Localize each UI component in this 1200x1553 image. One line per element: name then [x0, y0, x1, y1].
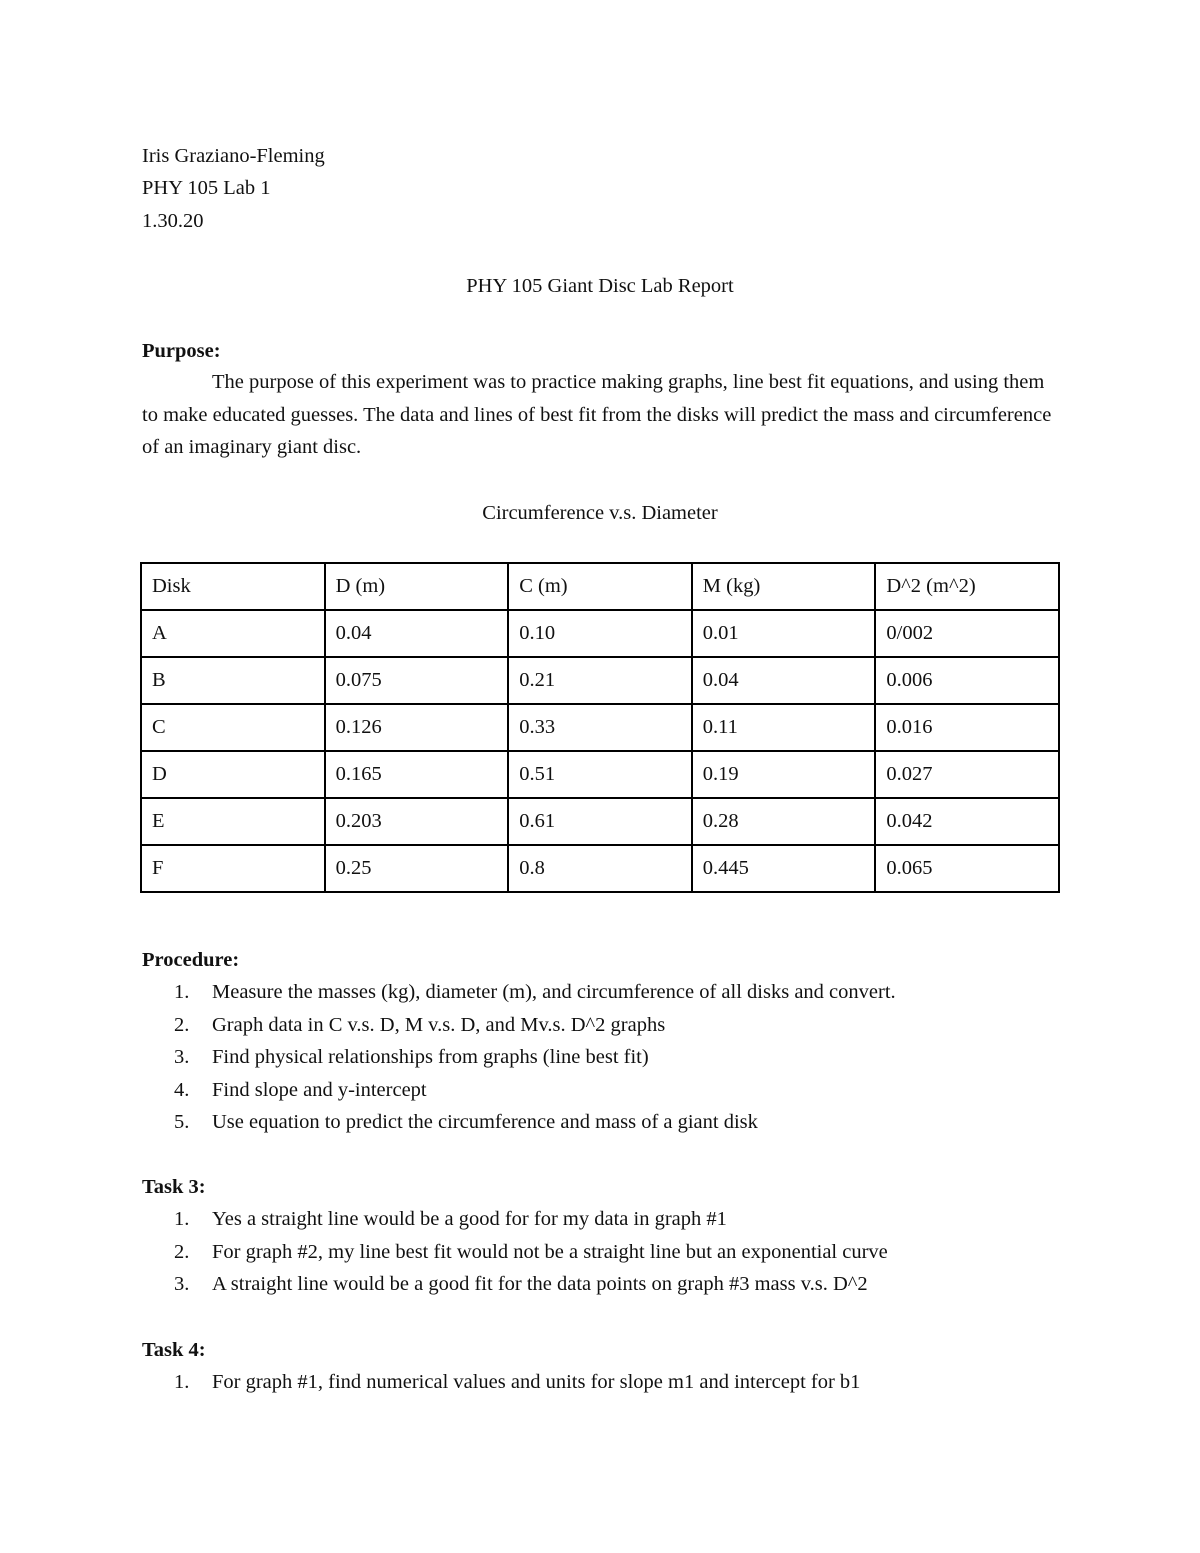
- list-item: [142, 1236, 888, 1269]
- table-cell: 0.51: [508, 751, 692, 798]
- procedure-heading: Procedure:: [142, 949, 240, 971]
- table-cell: 0.01: [692, 610, 876, 657]
- report-date: 1.30.20: [142, 210, 204, 232]
- list-item: [142, 1268, 888, 1301]
- course-label: PHY 105 Lab 1: [142, 177, 271, 199]
- list-number: 1.: [174, 1208, 190, 1230]
- table-cell: 0.126: [325, 704, 509, 751]
- table-cell: F: [141, 845, 325, 892]
- list-number: 1.: [174, 1371, 190, 1393]
- table-cell: 0.027: [875, 751, 1059, 798]
- task3-heading: Task 3:: [142, 1176, 206, 1198]
- table-cell: 0.04: [325, 610, 509, 657]
- list-number: 4.: [174, 1078, 190, 1101]
- task4-heading: Task 4:: [142, 1339, 206, 1361]
- table-cell: 0.006: [875, 657, 1059, 704]
- table-cell: 0.065: [875, 845, 1059, 892]
- table-cell: 0.19: [692, 751, 876, 798]
- purpose-text: The purpose of this experiment was to practice making graphs, line best fit equations, and using them to make educated guesses. The data and lines of best fit from the disks will predict the mass and circumference of an imaginary giant disc.: [142, 371, 1052, 458]
- table-header-row: [141, 563, 1059, 610]
- table-caption: Circumference v.s. Diameter: [482, 502, 718, 524]
- table-row: [141, 751, 1059, 798]
- table-cell: 0.28: [692, 798, 876, 845]
- list-item: [142, 976, 896, 1009]
- table-cell: E: [141, 798, 325, 845]
- table-cell: 0.445: [692, 845, 876, 892]
- task3-list: [142, 1203, 888, 1301]
- list-text: Yes a straight line would be a good for for my data in graph #1: [212, 1208, 727, 1230]
- table-cell: C: [141, 704, 325, 751]
- list-number: 3.: [174, 1046, 190, 1068]
- table-cell: 0.04: [692, 657, 876, 704]
- header-cell: Disk: [141, 563, 325, 610]
- list-text: Measure the masses (kg), diameter (m), and circumference of all disks and convert.: [212, 981, 896, 1003]
- list-number: 2.: [174, 1013, 190, 1036]
- task4-list: [142, 1366, 860, 1399]
- list-text: A straight line would be a good fit for the data points on graph #3 mass v.s. D^2: [212, 1273, 868, 1295]
- table-cell: 0.61: [508, 798, 692, 845]
- table-row: [141, 704, 1059, 751]
- list-item: [142, 1203, 888, 1236]
- header-cell: C (m): [508, 563, 692, 610]
- purpose-paragraph: [142, 366, 1062, 464]
- list-item: [142, 1366, 860, 1399]
- author-name: Iris Graziano-Fleming: [142, 145, 325, 167]
- disk-data-table: [140, 562, 1060, 893]
- table-row: [141, 657, 1059, 704]
- table-row: [141, 798, 1059, 845]
- list-item: [142, 1074, 896, 1107]
- list-number: 5.: [174, 1111, 190, 1133]
- list-text: Find physical relationships from graphs (line best fit): [212, 1046, 649, 1068]
- purpose-heading: Purpose:: [142, 340, 221, 362]
- table-cell: 0/002: [875, 610, 1059, 657]
- table-cell: 0.075: [325, 657, 509, 704]
- procedure-list: [142, 976, 896, 1139]
- list-text: Use equation to predict the circumference and mass of a giant disk: [212, 1111, 758, 1133]
- list-item: [142, 1041, 896, 1074]
- table-row: [141, 610, 1059, 657]
- report-title: PHY 105 Giant Disc Lab Report: [466, 275, 734, 297]
- list-text: For graph #2, my line best fit would not be a straight line but an exponential curve: [212, 1240, 888, 1263]
- list-item: [142, 1106, 896, 1139]
- list-text: Find slope and y-intercept: [212, 1078, 427, 1101]
- table-cell: 0.016: [875, 704, 1059, 751]
- table-row: [141, 845, 1059, 892]
- table-cell: 0.33: [508, 704, 692, 751]
- header-cell: D (m): [325, 563, 509, 610]
- table-cell: 0.165: [325, 751, 509, 798]
- table-cell: A: [141, 610, 325, 657]
- list-item: [142, 1009, 896, 1042]
- table-cell: 0.10: [508, 610, 692, 657]
- table-cell: 0.25: [325, 845, 509, 892]
- list-text: For graph #1, find numerical values and units for slope m1 and intercept for b1: [212, 1371, 861, 1393]
- list-number: 1.: [174, 981, 190, 1003]
- table-cell: 0.21: [508, 657, 692, 704]
- table-cell: 0.042: [875, 798, 1059, 845]
- table-cell: 0.8: [508, 845, 692, 892]
- list-number: 3.: [174, 1273, 190, 1295]
- table-cell: 0.203: [325, 798, 509, 845]
- table-cell: 0.11: [692, 704, 876, 751]
- list-number: 2.: [174, 1240, 190, 1263]
- table-cell: B: [141, 657, 325, 704]
- list-text: Graph data in C v.s. D, M v.s. D, and Mv.s. D^2 graphs: [212, 1013, 666, 1036]
- header-cell: D^2 (m^2): [875, 563, 1059, 610]
- header-cell: M (kg): [692, 563, 876, 610]
- table-cell: D: [141, 751, 325, 798]
